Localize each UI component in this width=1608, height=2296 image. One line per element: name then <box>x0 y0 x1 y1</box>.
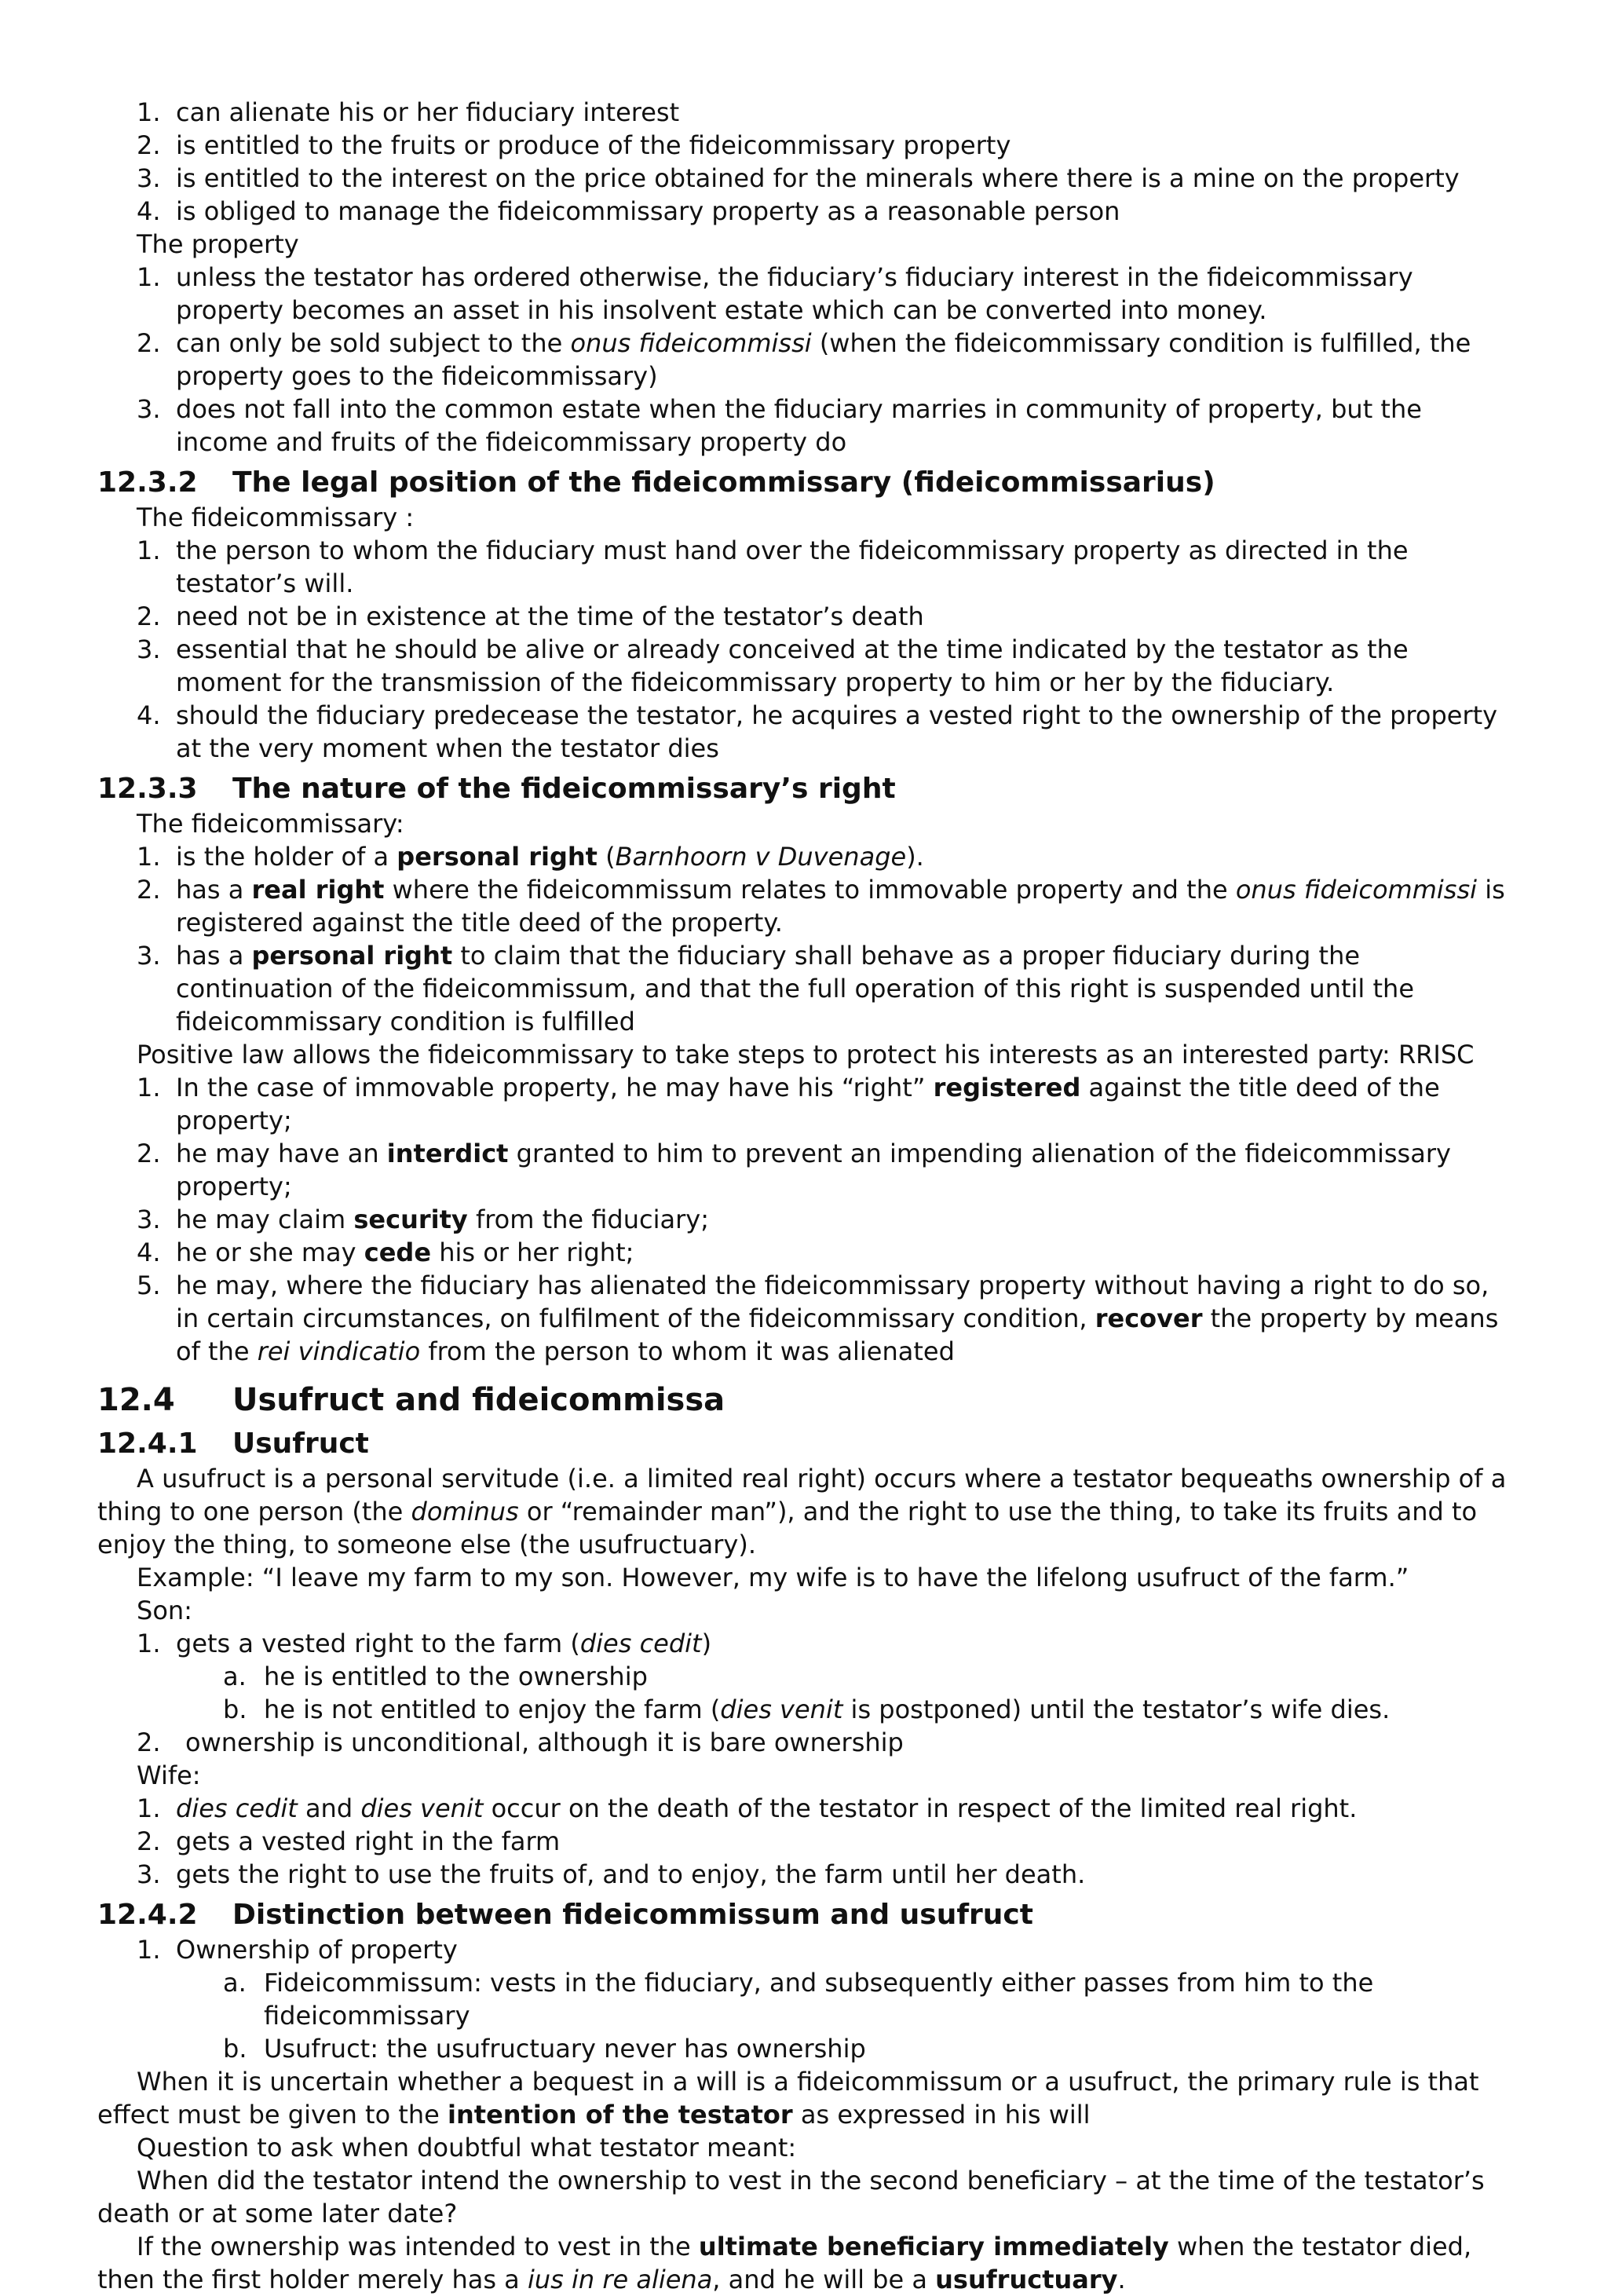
list-item: 1. can alienate his or her fiduciary interest <box>137 97 680 127</box>
list-item: 3. he may claim security from the fiduciary; <box>137 1205 709 1234</box>
list-item: 3. has a personal right to claim that the fiduciary shall behave as a proper fiduciary during the continuation of the fideicommissum, and that the full operation of this right is suspended until the fideicommissary condition is fulfilled <box>137 941 1414 1036</box>
list-item: 1. gets a vested right to the farm (dies cedit) <box>137 1629 712 1658</box>
list-item: 1. the person to whom the fiduciary must hand over the fideicommissary property as directed in the testator’s will. <box>137 536 1409 598</box>
list-item: 1. is the holder of a personal right (Barnhoorn v Duvenage). <box>137 842 924 872</box>
section-heading-12-3-3: 12.3.3 The nature of the fideicommissary’s right <box>97 773 896 805</box>
section-heading-12-4: 12.4 Usufruct and fideicommissa <box>97 1382 725 1418</box>
property-label: The property <box>137 229 299 259</box>
section-heading-12-4-1: 12.4.1 Usufruct <box>97 1428 369 1460</box>
sub-list-item: b. he is not entitled to enjoy the farm (dies venit is postponed) until the testator’s wife dies. <box>223 1695 1391 1724</box>
list-item: 2. has a real right where the fideicommissum relates to immovable property and the onus fideicommissi is registered against the title deed of the property. <box>137 875 1505 938</box>
list-item: 4. is obliged to manage the fideicommissary property as a reasonable person <box>137 196 1120 226</box>
list-item: 3. gets the right to use the fruits of, and to enjoy, the farm until her death. <box>137 1859 1086 1889</box>
section-heading-12-3-2: 12.3.2 The legal position of the fideicommissary (fideicommissarius) <box>97 466 1215 499</box>
son-label: Son: <box>137 1596 192 1625</box>
section-label: The fideicommissary: <box>137 809 404 839</box>
list-item: 1. Ownership of property <box>137 1935 458 1965</box>
list-item: 1. unless the testator has ordered otherwise, the fiduciary’s fiduciary interest in the fideicommissary property becomes an asset in his insolvent estate which can be converted into money. <box>137 262 1413 325</box>
list-item: 1. dies cedit and dies venit occur on the death of the testator in respect of the limited real right. <box>137 1793 1358 1823</box>
fiduciary-list <box>97 96 1515 228</box>
section-label: The fideicommissary : <box>137 503 415 532</box>
question-paragraph: When did the testator intend the ownership to vest in the second beneficiary – at the time of the testator’s death or at some later date? <box>97 2166 1485 2228</box>
list-item: 4. should the fiduciary predecease the testator, he acquires a vested right to the ownership of the property at the very moment when the testator dies <box>137 700 1498 763</box>
property-list <box>97 261 1515 459</box>
list-item: 3. does not fall into the common estate when the fiduciary marries in community of property, but the income and fruits of the fideicommissary property do <box>137 394 1422 457</box>
positive-law-text: Positive law allows the fideicommissary to take steps to protect his interests as an interested party: RRISC <box>137 1040 1475 1069</box>
question-label: Question to ask when doubtful what testator meant: <box>137 2133 797 2163</box>
list-item: 2. can only be sold subject to the onus fideicommissi (when the fideicommissary condition is fulfilled, the property goes to the fideicommissary) <box>137 328 1471 391</box>
list-item: 5. he may, where the fiduciary has alienated the fideicommissary property without having a right to do so, in certain circumstances, on fulfilment of the fideicommissary condition, recover the property by means of the rei vindicatio from the person to whom it was alienated <box>137 1270 1499 1366</box>
list-item: 4. he or she may cede his or her right; <box>137 1238 634 1267</box>
list-item: 2. need not be in existence at the time of the testator’s death <box>137 601 924 631</box>
usufruct-example: Example: “I leave my farm to my son. However, my wife is to have the lifelong usufruct of the farm.” <box>137 1563 1409 1592</box>
sub-list-item: a. Fideicommissum: vests in the fiduciary, and subsequently either passes from him to the fideicommissary <box>223 1968 1374 2031</box>
usufruct-definition: A usufruct is a personal servitude (i.e. a limited real right) occurs where a testator bequeaths ownership of a thing to one person (the dominus or “remainder man”), and the right to use the thing, to take its fruits and to enjoy the thing, to someone else (the usufructuary). <box>97 1464 1507 1559</box>
list-item: 3. essential that he should be alive or already conceived at the time indicated by the testator as the moment for the transmission of the fideicommissary property to him or her by the fiduciary. <box>137 634 1409 697</box>
list-item: 2. ownership is unconditional, although it is bare ownership <box>137 1727 904 1757</box>
intention-paragraph: When it is uncertain whether a bequest in a will is a fideicommissum or a usufruct, the primary rule is that effect must be given to the intention of the testator as expressed in his will <box>97 2067 1479 2130</box>
list-item: 3. is entitled to the interest on the price obtained for the minerals where there is a mine on the property <box>137 163 1460 193</box>
list-item: 2. is entitled to the fruits or produce of the fideicommissary property <box>137 130 1011 160</box>
wife-label: Wife: <box>137 1760 201 1790</box>
fideicommissary-list <box>97 534 1515 765</box>
sub-list-item: b. Usufruct: the usufructuary never has ownership <box>223 2034 866 2064</box>
list-item: 2. he may have an interdict granted to him to prevent an impending alienation of the fideicommissary property; <box>137 1139 1451 1201</box>
list-item: 1. In the case of immovable property, he may have his “right” registered against the title deed of the property; <box>137 1073 1440 1135</box>
section-heading-12-4-2: 12.4.2 Distinction between fideicommissum and usufruct <box>97 1899 1033 1931</box>
usufructuary-paragraph: If the ownership was intended to vest in the ultimate beneficiary immediately when the testator died, then the first holder merely has a ius in re aliena, and he will be a usufructuary. <box>97 2232 1472 2294</box>
sub-list-item: a. he is entitled to the ownership <box>223 1662 648 1691</box>
list-item: 2. gets a vested right in the farm <box>137 1826 561 1856</box>
